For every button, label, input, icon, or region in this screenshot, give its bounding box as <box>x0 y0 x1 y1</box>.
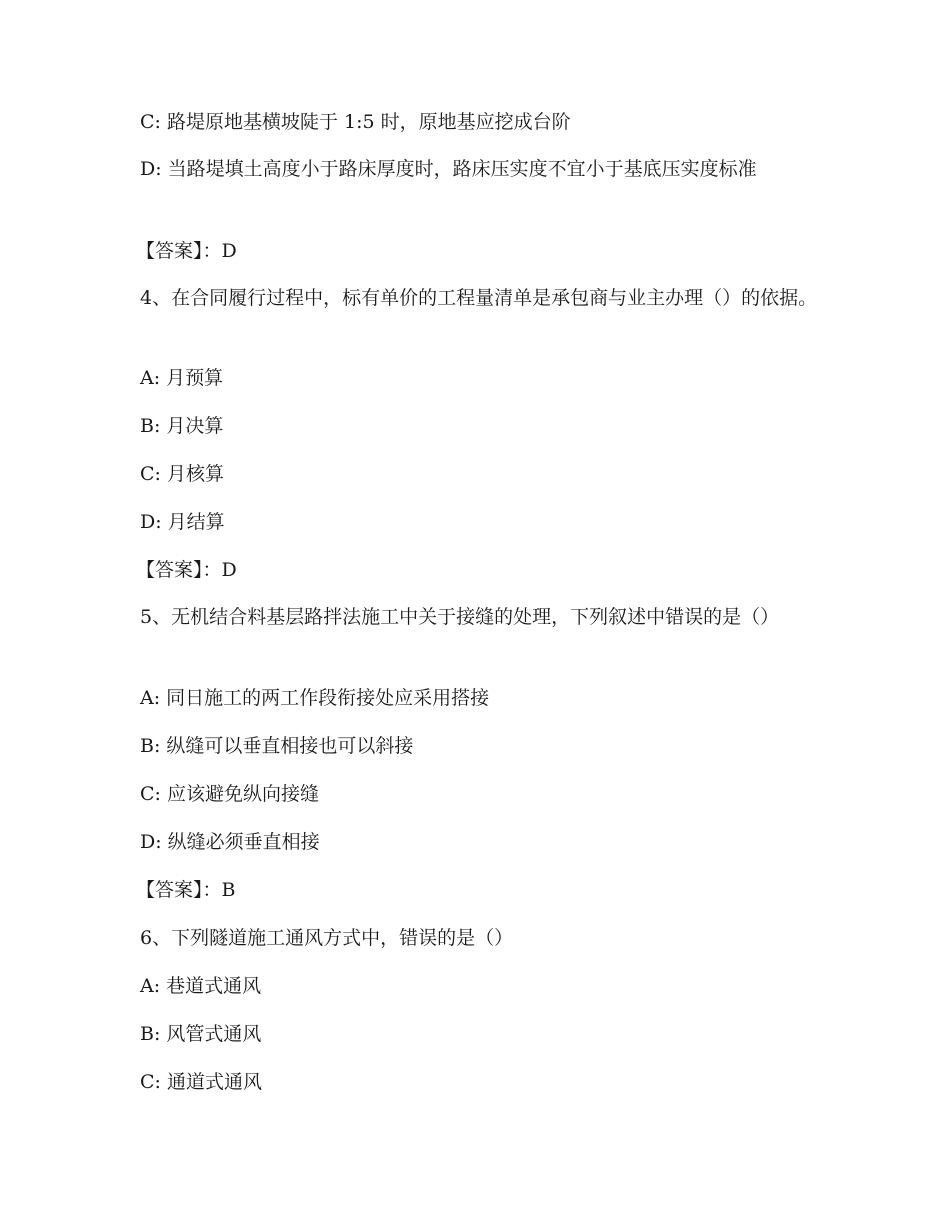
option-d-q5: D: 纵缝必须垂直相接 <box>140 831 320 853</box>
option-b-q4: B: 月决算 <box>140 415 224 437</box>
option-b-q6: B: 风管式通风 <box>140 1023 262 1045</box>
option-d-q3: D: 当路堤填土高度小于路床厚度时，路床压实度不宜小于基底压实度标准 <box>140 158 757 180</box>
question-4: 4、在合同履行过程中，标有单价的工程量清单是承包商与业主办理（）的依据。 <box>140 287 818 309</box>
answer-q3: 【答案】：D <box>136 240 237 262</box>
option-c-q4: C: 月核算 <box>140 463 224 485</box>
option-a-q4: A: 月预算 <box>140 367 224 389</box>
option-b-q5: B: 纵缝可以垂直相接也可以斜接 <box>140 735 414 757</box>
question-6: 6、下列隧道施工通风方式中，错误的是（） <box>140 927 514 949</box>
question-5: 5、无机结合料基层路拌法施工中关于接缝的处理，下列叙述中错误的是（） <box>140 606 780 628</box>
option-c-q5: C: 应该避免纵向接缝 <box>140 783 319 805</box>
option-a-q5: A: 同日施工的两工作段衔接处应采用搭接 <box>140 687 490 709</box>
option-a-q6: A: 巷道式通风 <box>140 975 262 997</box>
answer-q4: 【答案】：D <box>136 559 237 581</box>
option-c-q6: C: 通道式通风 <box>140 1071 262 1093</box>
answer-q5: 【答案】：B <box>136 879 236 901</box>
option-c-q3: C: 路堤原地基横坡陡于 1:5 时，原地基应挖成台阶 <box>140 111 571 133</box>
option-d-q4: D: 月结算 <box>140 511 225 533</box>
